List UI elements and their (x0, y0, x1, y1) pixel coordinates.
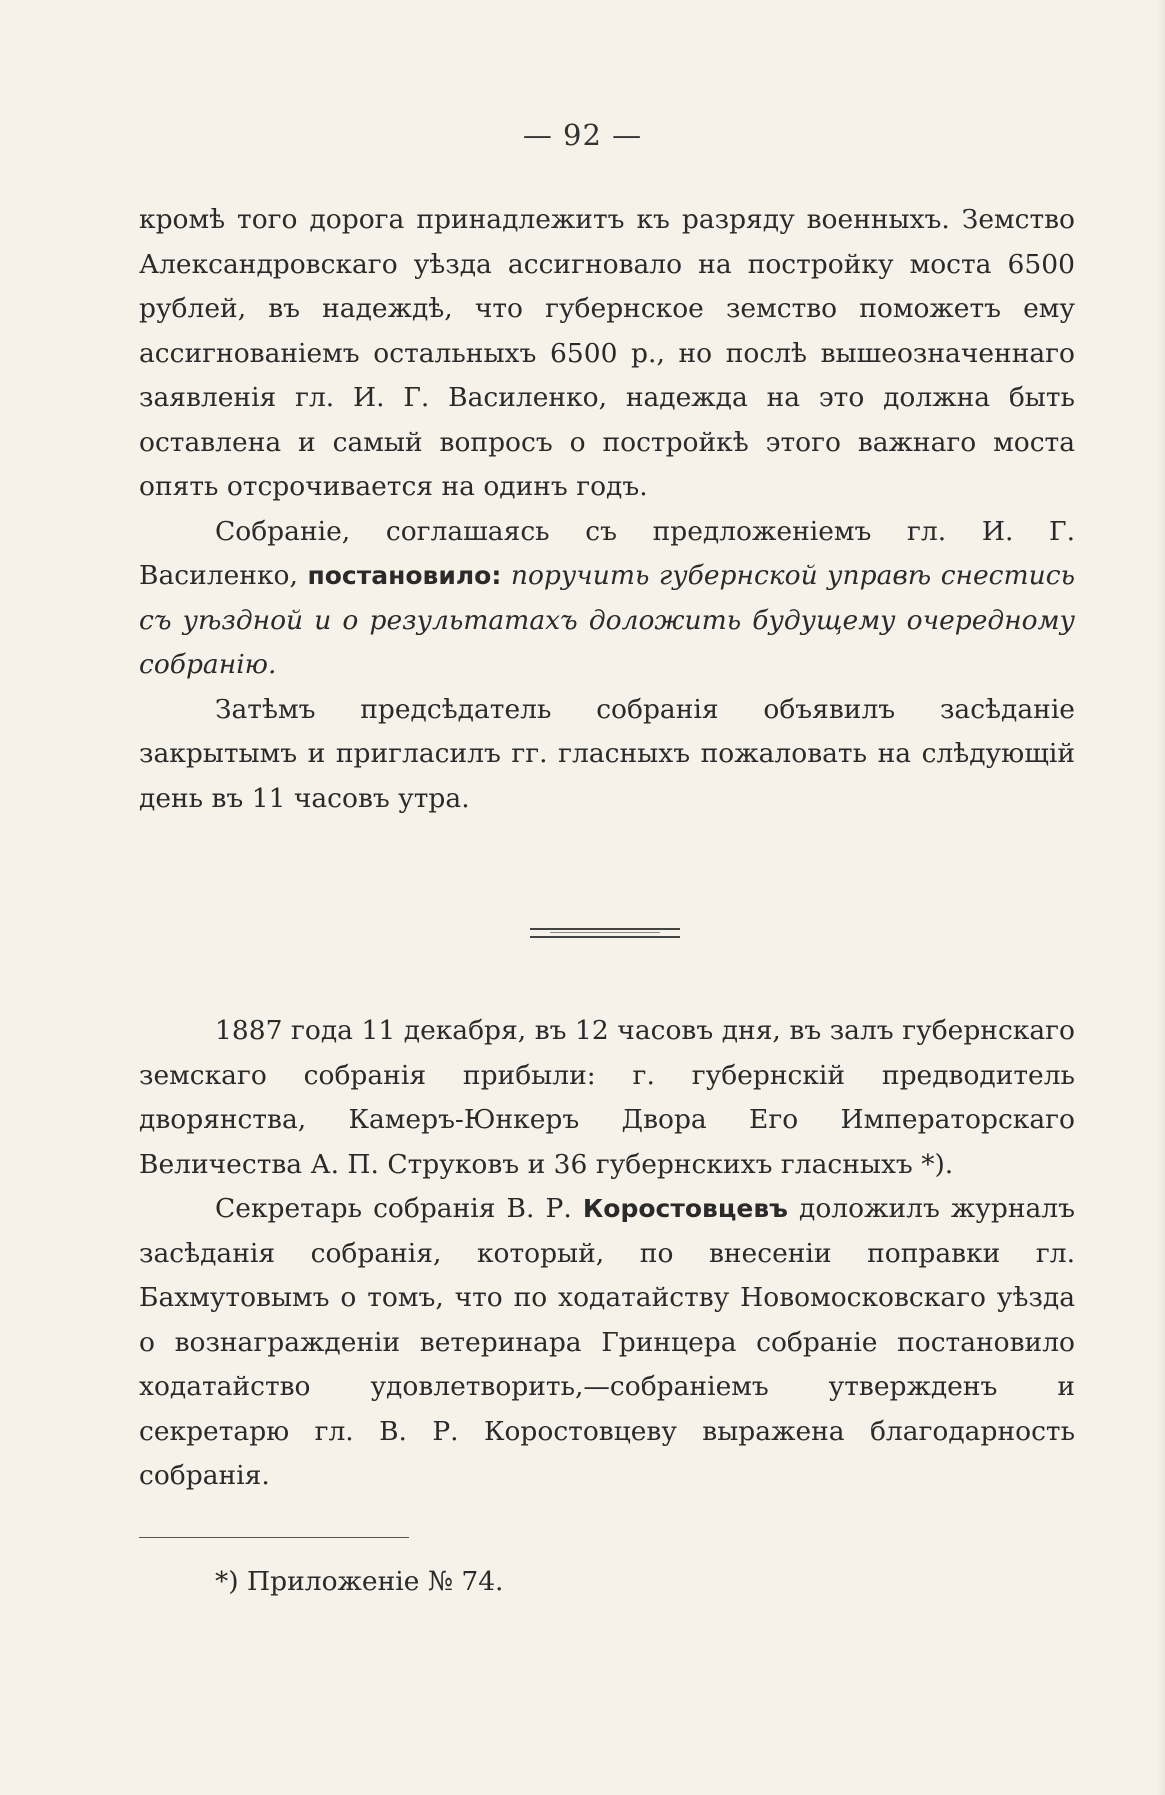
section-divider (530, 928, 680, 938)
text-block-bottom (139, 1009, 1075, 1499)
resolution-keyword: постановило: (307, 561, 502, 590)
paragraph-session-open: 1887 года 11 декабря, въ 12 часовъ дня, въ залъ губернскаго земскаго собранія прибыли: г. губернскій предводитель дворянства, Камеръ-Юнкеръ Двора Его Императорскаго Величества А. П. Струковъ и 36 губернскихъ гласныхъ *). (139, 1015, 1075, 1180)
secretary-report: доложилъ журналъ засѣданія собранія, который, по внесеніи поправки гл. Бахмутовымъ о томъ, что по ходатайству Новомосковскаго уѣзда о вознагражденіи ветеринара Гринцера собраніе постановило ходатайство удовлетворить,—собраніемъ утвержденъ и секретарю гл. В. Р. Коростовцеву выражена благодарность собранія. (139, 1193, 1075, 1491)
secretary-name: Коростовцевъ (582, 1194, 788, 1223)
divider-ornament (550, 932, 660, 933)
resolution-text: поручить губернской управѣ снестись съ уѣздной и о результатахъ доложить будущему очередному собранію. (139, 560, 1075, 680)
footnote-rule (139, 1537, 409, 1538)
page-number: — 92 — (522, 118, 643, 152)
paragraph-resolution (139, 510, 1075, 688)
page-edge-shadow (1157, 0, 1165, 1795)
footnote: *) Приложеніе № 74. (215, 1566, 504, 1597)
secretary-intro: Секретарь собранія В. Р. (215, 1193, 572, 1224)
paragraph-secretary (139, 1187, 1075, 1499)
paragraph-closing: Затѣмъ предсѣдатель собранія объявилъ засѣданіе закрытымъ и пригласилъ гг. гласныхъ пожаловать на слѣдующій день въ 11 часовъ утра. (139, 693, 1075, 814)
resolution-intro: Собраніе, соглашаясь съ предложеніемъ гл. И. Г. Василенко, (139, 515, 1075, 591)
paragraph: кромѣ того дорога принадлежитъ къ разряду военныхъ. Земство Александровскаго уѣзда ассигновало на постройку моста 6500 рублей, въ надеждѣ, что губернское земство поможетъ ему ассигнованіемъ остальныхъ 6500 р., но послѣ вышеозначеннаго заявленія гл. И. Г. Василенко, надежда на это должна быть оставлена и самый вопросъ о постройкѣ этого важнаго моста опять отсрочивается на одинъ годъ. (139, 204, 1075, 502)
text-block-top (139, 198, 1075, 821)
